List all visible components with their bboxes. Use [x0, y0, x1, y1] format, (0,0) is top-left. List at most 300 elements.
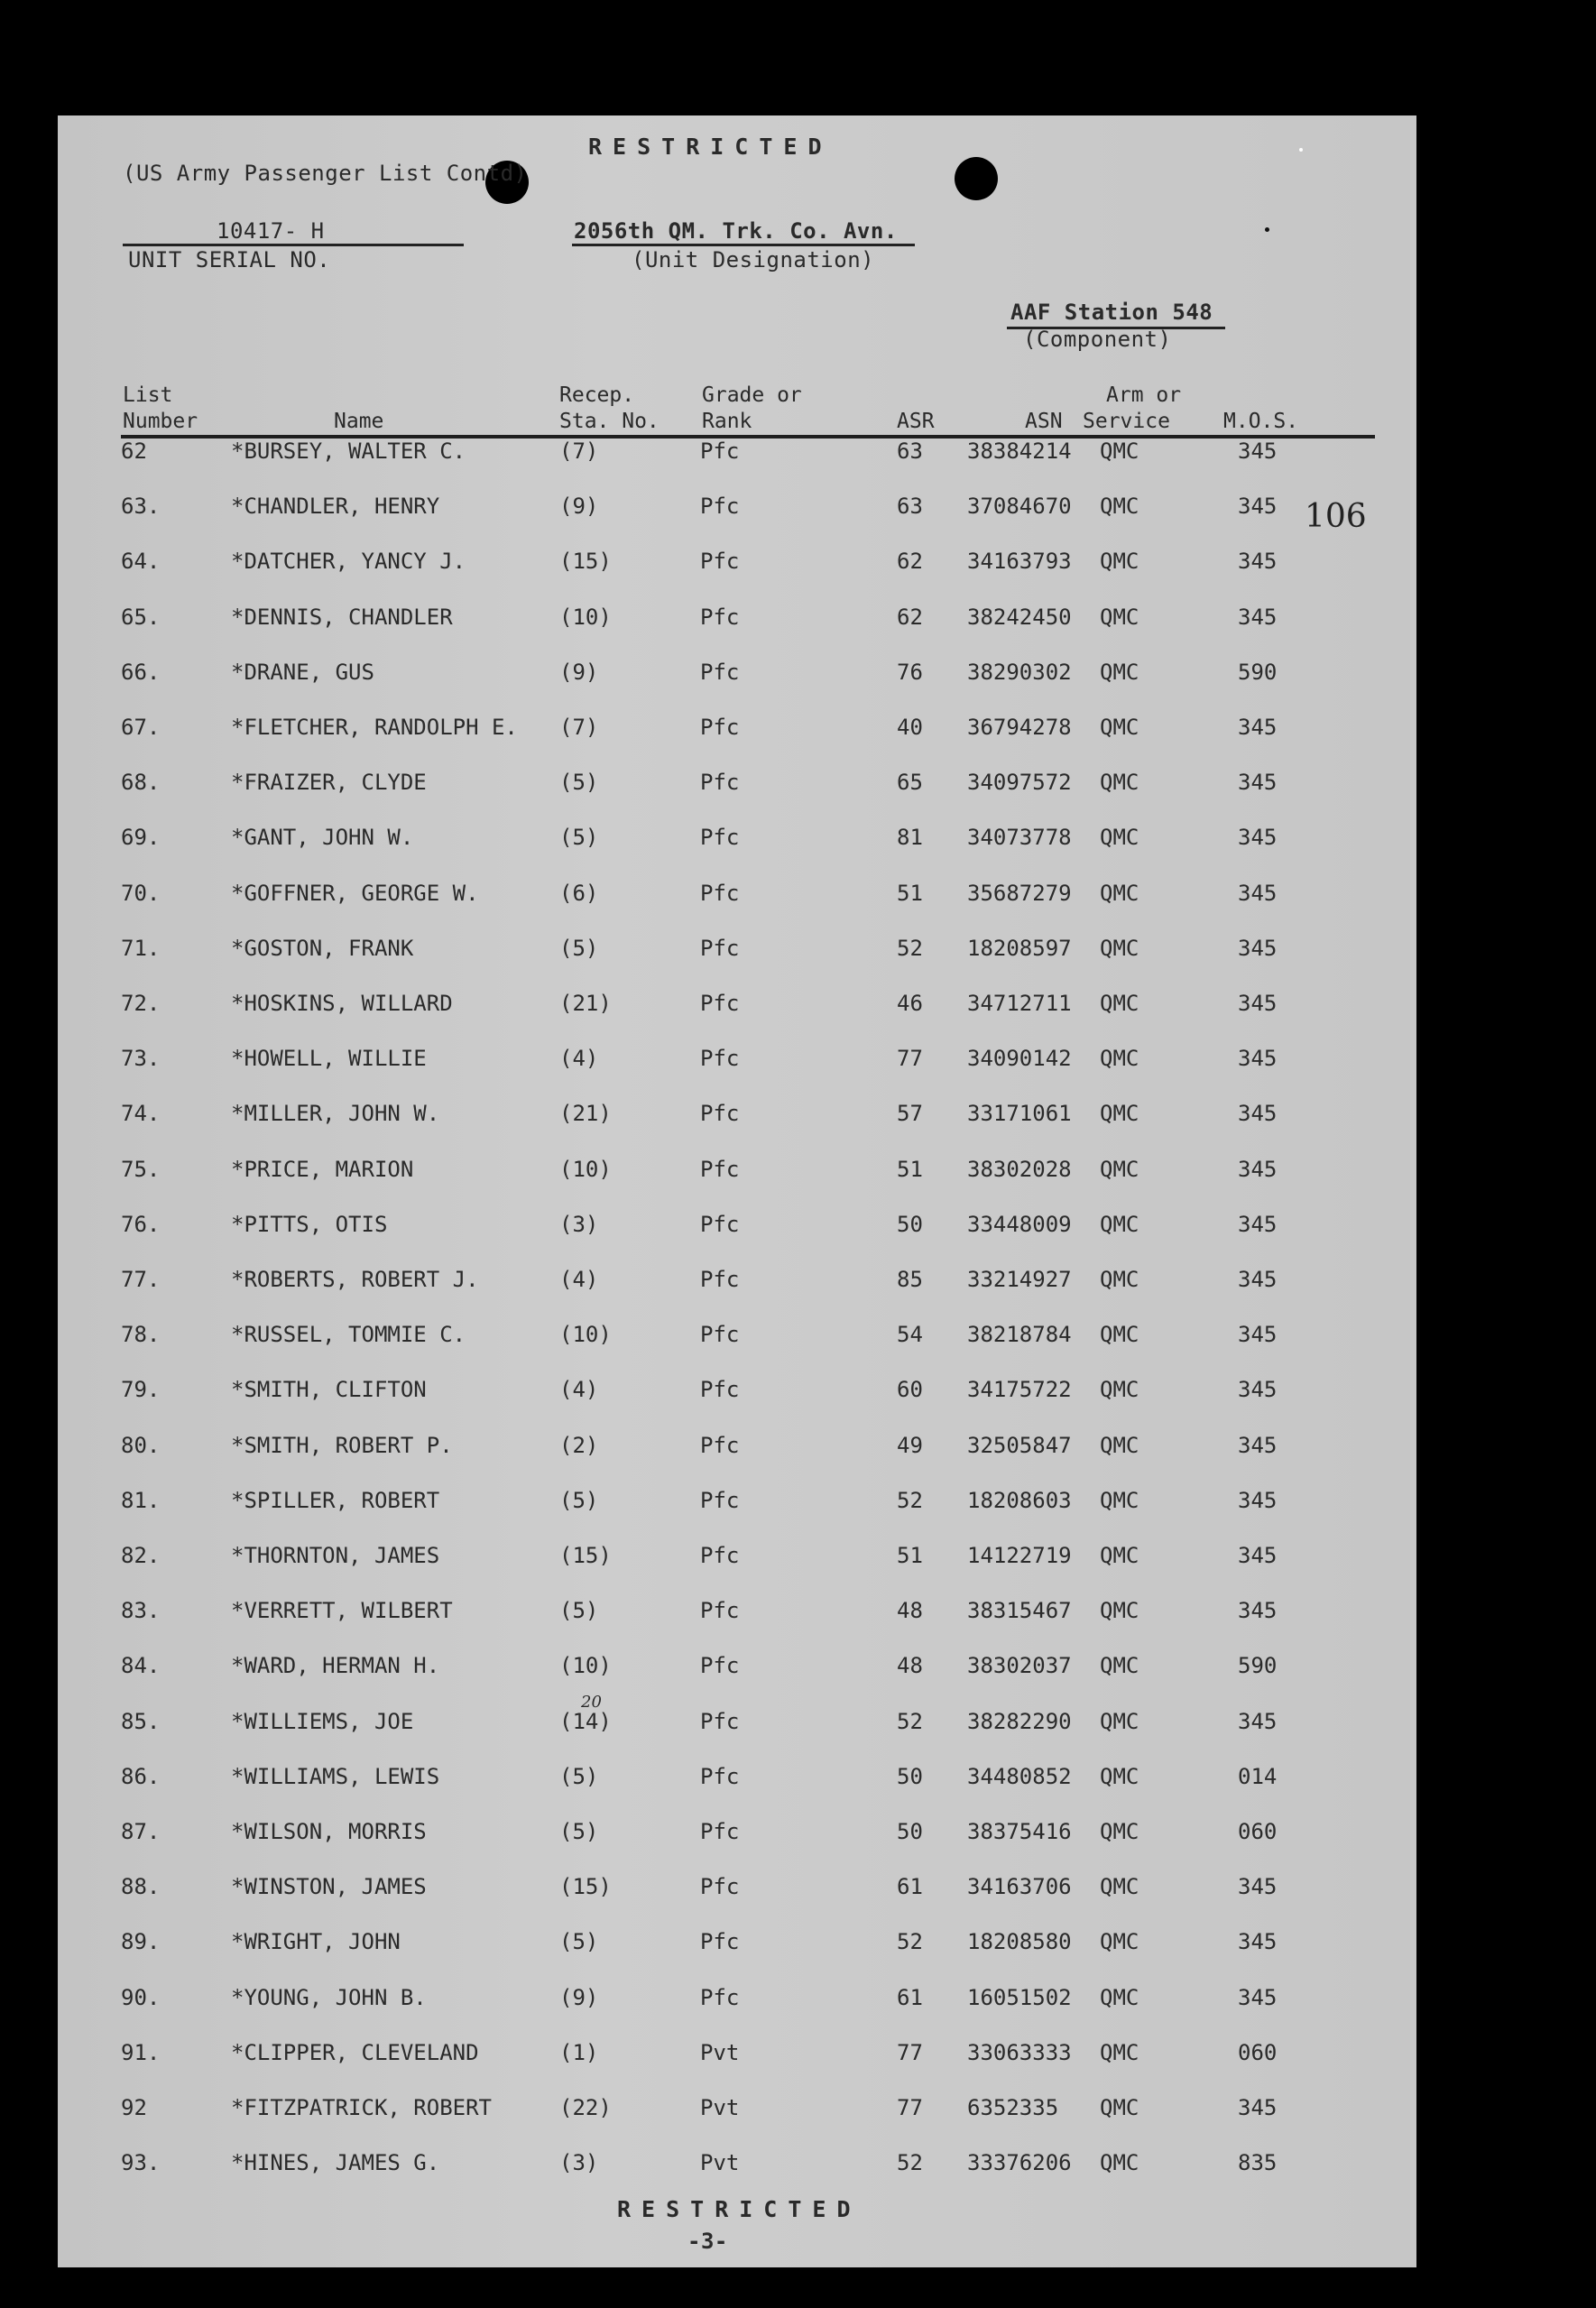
- col-head-name: Name: [334, 410, 384, 433]
- table-row: [58, 1764, 1416, 1800]
- cell-asn: 38282290: [967, 1709, 1072, 1734]
- cell-recep-sta: (10): [559, 605, 612, 630]
- cell-arm-service: QMC: [1100, 2095, 1139, 2120]
- cell-recep-sta: (21): [559, 991, 612, 1016]
- cell-asn: 38315467: [967, 1598, 1072, 1623]
- cell-asn: 34175722: [967, 1377, 1072, 1402]
- cell-asr: 52: [897, 1929, 923, 1954]
- cell-list-number: 63.: [121, 494, 161, 519]
- cell-arm-service: QMC: [1100, 1985, 1139, 2010]
- cell-mos: 345: [1238, 1985, 1278, 2010]
- cell-asn: 33376206: [967, 2150, 1072, 2175]
- cell-list-number: 66.: [121, 660, 161, 685]
- cell-arm-service: QMC: [1100, 1046, 1139, 1071]
- col-head-recep-2: Sta. No.: [559, 410, 660, 433]
- cell-recep-sta: (4): [559, 1046, 599, 1071]
- cell-arm-service: QMC: [1100, 494, 1139, 519]
- cell-grade: Pfc: [700, 936, 740, 961]
- cell-name: *VERRETT, WILBERT: [231, 1598, 453, 1623]
- cell-mos: 345: [1238, 770, 1278, 795]
- cell-mos: 345: [1238, 1598, 1278, 1623]
- cell-name: *PITTS, OTIS: [231, 1212, 388, 1237]
- cell-asn: 38290302: [967, 660, 1072, 685]
- cell-list-number: 88.: [121, 1874, 161, 1899]
- table-row: [58, 1101, 1416, 1137]
- cell-grade: Pfc: [700, 660, 740, 685]
- cell-grade: Pfc: [700, 1543, 740, 1568]
- cell-grade: Pfc: [700, 1764, 740, 1789]
- cell-list-number: 87.: [121, 1819, 161, 1844]
- table-row: [58, 881, 1416, 917]
- cell-grade: Pfc: [700, 439, 740, 464]
- table-row: [58, 825, 1416, 861]
- cell-list-number: 80.: [121, 1433, 161, 1458]
- cell-arm-service: QMC: [1100, 1212, 1139, 1237]
- cell-grade: Pfc: [700, 715, 740, 740]
- cell-mos: 590: [1238, 660, 1278, 685]
- cell-recep-sta: (9): [559, 494, 599, 519]
- cell-list-number: 83.: [121, 1598, 161, 1623]
- cell-grade: Pfc: [700, 1653, 740, 1678]
- cell-asr: 52: [897, 1709, 923, 1734]
- cell-list-number: 64.: [121, 549, 161, 574]
- cell-mos: 345: [1238, 2095, 1278, 2120]
- cell-name: *BURSEY, WALTER C.: [231, 439, 466, 464]
- cell-asr: 52: [897, 1488, 923, 1513]
- unit-designation-label: (Unit Designation): [632, 247, 875, 272]
- cell-name: *GOSTON, FRANK: [231, 936, 414, 961]
- cell-grade: Pvt: [700, 2095, 740, 2120]
- table-row: [58, 1653, 1416, 1689]
- cell-grade: Pfc: [700, 1985, 740, 2010]
- cell-grade: Pfc: [700, 825, 740, 850]
- col-head-mos: M.O.S.: [1223, 410, 1299, 433]
- cell-mos: 345: [1238, 1046, 1278, 1071]
- cell-asr: 49: [897, 1433, 923, 1458]
- col-head-grade-1: Grade or: [702, 383, 802, 407]
- cell-recep-sta: (10): [559, 1322, 612, 1347]
- cell-name: *FITZPATRICK, ROBERT: [231, 2095, 492, 2120]
- cell-arm-service: QMC: [1100, 660, 1139, 685]
- cell-name: *HOSKINS, WILLARD: [231, 991, 453, 1016]
- cell-asr: 60: [897, 1377, 923, 1402]
- cell-recep-sta: (15): [559, 549, 612, 574]
- cell-mos: 345: [1238, 1377, 1278, 1402]
- table-row: [58, 1488, 1416, 1524]
- cell-name: *HINES, JAMES G.: [231, 2150, 440, 2175]
- cell-arm-service: QMC: [1100, 770, 1139, 795]
- cell-mos: 345: [1238, 1212, 1278, 1237]
- cell-asn: 33214927: [967, 1267, 1072, 1292]
- table-row: [58, 1267, 1416, 1303]
- table-row: [58, 1543, 1416, 1579]
- table-row: [58, 549, 1416, 585]
- cell-asr: 65: [897, 770, 923, 795]
- table-row: [58, 1874, 1416, 1910]
- table-row: [58, 1985, 1416, 2021]
- cell-asr: 50: [897, 1764, 923, 1789]
- cell-asn: 34073778: [967, 825, 1072, 850]
- cell-asr: 77: [897, 2095, 923, 2120]
- cell-grade: Pfc: [700, 1322, 740, 1347]
- cell-arm-service: QMC: [1100, 1377, 1139, 1402]
- cell-asr: 85: [897, 1267, 923, 1292]
- col-head-list-number-2: Number: [123, 410, 198, 433]
- cell-grade: Pfc: [700, 1874, 740, 1899]
- cell-arm-service: QMC: [1100, 1157, 1139, 1182]
- cell-asn: 38384214: [967, 439, 1072, 464]
- cell-recep-sta: (5): [559, 1764, 599, 1789]
- col-head-arm-2: Service: [1083, 410, 1170, 433]
- cell-mos: 590: [1238, 1653, 1278, 1678]
- cell-arm-service: QMC: [1100, 2150, 1139, 2175]
- cell-recep-sta: (5): [559, 936, 599, 961]
- cell-recep-sta: (15): [559, 1874, 612, 1899]
- cell-mos: 835: [1238, 2150, 1278, 2175]
- cell-list-number: 68.: [121, 770, 161, 795]
- cell-asr: 62: [897, 549, 923, 574]
- cell-mos: 060: [1238, 1819, 1278, 1844]
- cell-recep-sta: (5): [559, 1929, 599, 1954]
- cell-mos: 345: [1238, 1709, 1278, 1734]
- cell-grade: Pfc: [700, 1377, 740, 1402]
- cell-list-number: 69.: [121, 825, 161, 850]
- cell-recep-sta: (5): [559, 770, 599, 795]
- cell-recep-sta: (5): [559, 1488, 599, 1513]
- cell-mos: 345: [1238, 605, 1278, 630]
- speck: [1265, 227, 1269, 232]
- speck: [1299, 148, 1303, 152]
- cell-name: *GANT, JOHN W.: [231, 825, 414, 850]
- cell-arm-service: QMC: [1100, 1653, 1139, 1678]
- cell-grade: Pfc: [700, 1157, 740, 1182]
- cell-mos: 345: [1238, 1488, 1278, 1513]
- cell-name: *RUSSEL, TOMMIE C.: [231, 1322, 466, 1347]
- cell-arm-service: QMC: [1100, 1598, 1139, 1623]
- cell-name: *MILLER, JOHN W.: [231, 1101, 440, 1126]
- cell-grade: Pfc: [700, 1819, 740, 1844]
- cell-asr: 50: [897, 1212, 923, 1237]
- cell-arm-service: QMC: [1100, 936, 1139, 961]
- cell-arm-service: QMC: [1100, 715, 1139, 740]
- cell-name: *CLIPPER, CLEVELAND: [231, 2040, 479, 2065]
- cell-asr: 52: [897, 2150, 923, 2175]
- cell-recep-sta: (14): [559, 1709, 612, 1734]
- cell-list-number: 75.: [121, 1157, 161, 1182]
- cell-name: *THORNTON, JAMES: [231, 1543, 440, 1568]
- table-row: [58, 715, 1416, 751]
- cell-recep-sta: (4): [559, 1267, 599, 1292]
- col-head-grade-2: Rank: [702, 410, 752, 433]
- cell-arm-service: QMC: [1100, 1819, 1139, 1844]
- table-row: [58, 1929, 1416, 1965]
- cell-mos: 345: [1238, 1929, 1278, 1954]
- cell-arm-service: QMC: [1100, 991, 1139, 1016]
- cell-asr: 54: [897, 1322, 923, 1347]
- punch-hole-right: [955, 157, 998, 200]
- cell-list-number: 90.: [121, 1985, 161, 2010]
- cell-grade: Pvt: [700, 2040, 740, 2065]
- cell-grade: Pfc: [700, 1929, 740, 1954]
- cell-grade: Pfc: [700, 1709, 740, 1734]
- cell-recep-sta: (3): [559, 2150, 599, 2175]
- col-head-asn: ASN: [1025, 410, 1063, 433]
- table-row: [58, 1157, 1416, 1193]
- cell-asn: 16051502: [967, 1985, 1072, 2010]
- cell-recep-sta: (9): [559, 660, 599, 685]
- cell-asr: 50: [897, 1819, 923, 1844]
- table-row: [58, 1212, 1416, 1248]
- cell-list-number: 76.: [121, 1212, 161, 1237]
- cell-mos: 014: [1238, 1764, 1278, 1789]
- cell-arm-service: QMC: [1100, 605, 1139, 630]
- cell-asn: 38302037: [967, 1653, 1072, 1678]
- document-page: [58, 115, 1416, 2267]
- cell-asr: 77: [897, 2040, 923, 2065]
- cell-asr: 57: [897, 1101, 923, 1126]
- cell-mos: 345: [1238, 825, 1278, 850]
- table-row: [58, 1433, 1416, 1469]
- cell-name: *WILLIEMS, JOE: [231, 1709, 414, 1734]
- cell-arm-service: QMC: [1100, 439, 1139, 464]
- restricted-top: RESTRICTED: [588, 134, 833, 160]
- cell-list-number: 85.: [121, 1709, 161, 1734]
- cell-asn: 18208597: [967, 936, 1072, 961]
- cell-mos: 345: [1238, 494, 1278, 519]
- cell-mos: 345: [1238, 1101, 1278, 1126]
- cell-recep-sta: (5): [559, 825, 599, 850]
- cell-name: *HOWELL, WILLIE: [231, 1046, 427, 1071]
- cell-asr: 76: [897, 660, 923, 685]
- cell-grade: Pfc: [700, 1488, 740, 1513]
- cell-name: *WILLIAMS, LEWIS: [231, 1764, 440, 1789]
- cell-grade: Pfc: [700, 770, 740, 795]
- table-row: [58, 991, 1416, 1027]
- cell-list-number: 91.: [121, 2040, 161, 2065]
- table-row: [58, 2150, 1416, 2186]
- cell-arm-service: QMC: [1100, 1433, 1139, 1458]
- cell-asn: 34163793: [967, 549, 1072, 574]
- cell-asr: 61: [897, 1985, 923, 2010]
- cell-recep-sta: (4): [559, 1377, 599, 1402]
- cell-asr: 81: [897, 825, 923, 850]
- unit-serial-rule: [123, 244, 464, 246]
- cell-list-number: 81.: [121, 1488, 161, 1513]
- cell-list-number: 93.: [121, 2150, 161, 2175]
- cell-arm-service: QMC: [1100, 1709, 1139, 1734]
- unit-serial-value: 10417- H: [217, 218, 325, 244]
- col-head-arm: [1083, 383, 1181, 435]
- cell-asr: 51: [897, 1543, 923, 1568]
- col-head-grade: [702, 383, 802, 435]
- cell-asr: 51: [897, 1157, 923, 1182]
- cell-name: *WILSON, MORRIS: [231, 1819, 427, 1844]
- cell-arm-service: QMC: [1100, 881, 1139, 906]
- cell-grade: Pfc: [700, 549, 740, 574]
- cell-asn: 34480852: [967, 1764, 1072, 1789]
- cell-asn: 37084670: [967, 494, 1072, 519]
- cell-asn: 34090142: [967, 1046, 1072, 1071]
- cell-asn: 34712711: [967, 991, 1072, 1016]
- cell-asn: 34163706: [967, 1874, 1072, 1899]
- cell-arm-service: QMC: [1100, 1101, 1139, 1126]
- cell-mos: 345: [1238, 439, 1278, 464]
- table-row: [58, 2040, 1416, 2076]
- table-row: [58, 1819, 1416, 1855]
- cell-name: *ROBERTS, ROBERT J.: [231, 1267, 479, 1292]
- cell-name: *DRANE, GUS: [231, 660, 374, 685]
- cell-arm-service: QMC: [1100, 2040, 1139, 2065]
- col-head-recep-1: Recep.: [559, 383, 635, 407]
- cell-list-number: 74.: [121, 1101, 161, 1126]
- cell-list-number: 86.: [121, 1764, 161, 1789]
- cell-list-number: 73.: [121, 1046, 161, 1071]
- table-row: [58, 1693, 1416, 1745]
- table-row: [58, 494, 1416, 530]
- cell-asr: 52: [897, 936, 923, 961]
- restricted-bottom: RESTRICTED: [617, 2196, 862, 2222]
- cell-arm-service: QMC: [1100, 1488, 1139, 1513]
- cell-asr: 51: [897, 881, 923, 906]
- table-row: [58, 605, 1416, 641]
- cell-arm-service: QMC: [1100, 549, 1139, 574]
- col-head-list-number-1: List: [123, 383, 173, 407]
- cell-name: *WARD, HERMAN H.: [231, 1653, 440, 1678]
- cell-recep-sta: (15): [559, 1543, 612, 1568]
- table-row: [58, 660, 1416, 696]
- cell-name: *FLETCHER, RANDOLPH E.: [231, 715, 518, 740]
- cell-list-number: 62: [121, 439, 147, 464]
- passenger-list-heading: (US Army Passenger List Contd): [123, 161, 528, 186]
- cell-asn: 38375416: [967, 1819, 1072, 1844]
- cell-grade: Pfc: [700, 881, 740, 906]
- cell-grade: Pvt: [700, 2150, 740, 2175]
- cell-mos: 345: [1238, 991, 1278, 1016]
- cell-asr: 77: [897, 1046, 923, 1071]
- cell-name: *SPILLER, ROBERT: [231, 1488, 440, 1513]
- cell-recep-sta: (7): [559, 439, 599, 464]
- cell-mos: 060: [1238, 2040, 1278, 2065]
- cell-asr: 40: [897, 715, 923, 740]
- table-row: [58, 770, 1416, 806]
- cell-list-number: 78.: [121, 1322, 161, 1347]
- cell-asn: 18208603: [967, 1488, 1072, 1513]
- cell-recep-sta: (6): [559, 881, 599, 906]
- cell-name: *GOFFNER, GEORGE W.: [231, 881, 479, 906]
- cell-name: *DATCHER, YANCY J.: [231, 549, 466, 574]
- cell-asn: 6352335: [967, 2095, 1059, 2120]
- cell-asn: 36794278: [967, 715, 1072, 740]
- cell-list-number: 89.: [121, 1929, 161, 1954]
- cell-name: *PRICE, MARION: [231, 1157, 414, 1182]
- cell-recep-sta: (22): [559, 2095, 612, 2120]
- cell-grade: Pfc: [700, 1433, 740, 1458]
- cell-grade: Pfc: [700, 1101, 740, 1126]
- cell-name: *SMITH, ROBERT P.: [231, 1433, 453, 1458]
- cell-grade: Pfc: [700, 1046, 740, 1071]
- cell-name: *WRIGHT, JOHN: [231, 1929, 401, 1954]
- cell-recep-sta: (7): [559, 715, 599, 740]
- cell-asn: 14122719: [967, 1543, 1072, 1568]
- cell-name: *YOUNG, JOHN B.: [231, 1985, 427, 2010]
- col-head-arm-1: Arm or: [1106, 383, 1182, 407]
- cell-name: *FRAIZER, CLYDE: [231, 770, 427, 795]
- col-head-recep: [559, 383, 660, 435]
- cell-asn: 18208580: [967, 1929, 1072, 1954]
- unit-designation-value: 2056th QM. Trk. Co. Avn.: [574, 218, 898, 244]
- cell-mos: 345: [1238, 1322, 1278, 1347]
- cell-recep-sta: (1): [559, 2040, 599, 2065]
- cell-grade: Pfc: [700, 1267, 740, 1292]
- component-label: (Component): [1023, 327, 1172, 352]
- cell-name: *SMITH, CLIFTON: [231, 1377, 427, 1402]
- cell-asn: 33063333: [967, 2040, 1072, 2065]
- page-side-number: 106: [1305, 498, 1367, 535]
- cell-asr: 48: [897, 1598, 923, 1623]
- cell-list-number: 70.: [121, 881, 161, 906]
- handwritten-correction: 20: [581, 1693, 602, 1712]
- cell-list-number: 77.: [121, 1267, 161, 1292]
- cell-asn: 34097572: [967, 770, 1072, 795]
- cell-arm-service: QMC: [1100, 1874, 1139, 1899]
- cell-asn: 38242450: [967, 605, 1072, 630]
- cell-mos: 345: [1238, 715, 1278, 740]
- cell-list-number: 84.: [121, 1653, 161, 1678]
- cell-list-number: 67.: [121, 715, 161, 740]
- cell-arm-service: QMC: [1100, 1543, 1139, 1568]
- cell-grade: Pfc: [700, 991, 740, 1016]
- cell-list-number: 92: [121, 2095, 147, 2120]
- table-row: [58, 1598, 1416, 1634]
- cell-arm-service: QMC: [1100, 825, 1139, 850]
- cell-mos: 345: [1238, 549, 1278, 574]
- cell-asr: 48: [897, 1653, 923, 1678]
- cell-recep-sta: (10): [559, 1157, 612, 1182]
- cell-grade: Pfc: [700, 1598, 740, 1623]
- cell-list-number: 65.: [121, 605, 161, 630]
- table-row: [58, 936, 1416, 972]
- cell-recep-sta: (5): [559, 1598, 599, 1623]
- cell-mos: 345: [1238, 1874, 1278, 1899]
- cell-name: *CHANDLER, HENRY: [231, 494, 440, 519]
- cell-mos: 345: [1238, 1433, 1278, 1458]
- page-number: -3-: [687, 2229, 728, 2254]
- cell-list-number: 82.: [121, 1543, 161, 1568]
- cell-asr: 63: [897, 439, 923, 464]
- cell-asn: 32505847: [967, 1433, 1072, 1458]
- cell-list-number: 72.: [121, 991, 161, 1016]
- col-head-asr: ASR: [897, 410, 935, 433]
- cell-asn: 38218784: [967, 1322, 1072, 1347]
- cell-mos: 345: [1238, 881, 1278, 906]
- cell-recep-sta: (2): [559, 1433, 599, 1458]
- cell-arm-service: QMC: [1100, 1267, 1139, 1292]
- cell-asn: 33171061: [967, 1101, 1072, 1126]
- cell-name: *WINSTON, JAMES: [231, 1874, 427, 1899]
- cell-asr: 46: [897, 991, 923, 1016]
- cell-grade: Pfc: [700, 1212, 740, 1237]
- cell-name: *DENNIS, CHANDLER: [231, 605, 453, 630]
- unit-serial-label: UNIT SERIAL NO.: [128, 247, 331, 272]
- cell-mos: 345: [1238, 1543, 1278, 1568]
- cell-grade: Pfc: [700, 494, 740, 519]
- table-row: [58, 1377, 1416, 1413]
- cell-recep-sta: (21): [559, 1101, 612, 1126]
- cell-recep-sta: (5): [559, 1819, 599, 1844]
- col-head-list-number: [123, 383, 198, 435]
- component-value: AAF Station 548: [1010, 300, 1213, 325]
- table-row: [58, 2095, 1416, 2131]
